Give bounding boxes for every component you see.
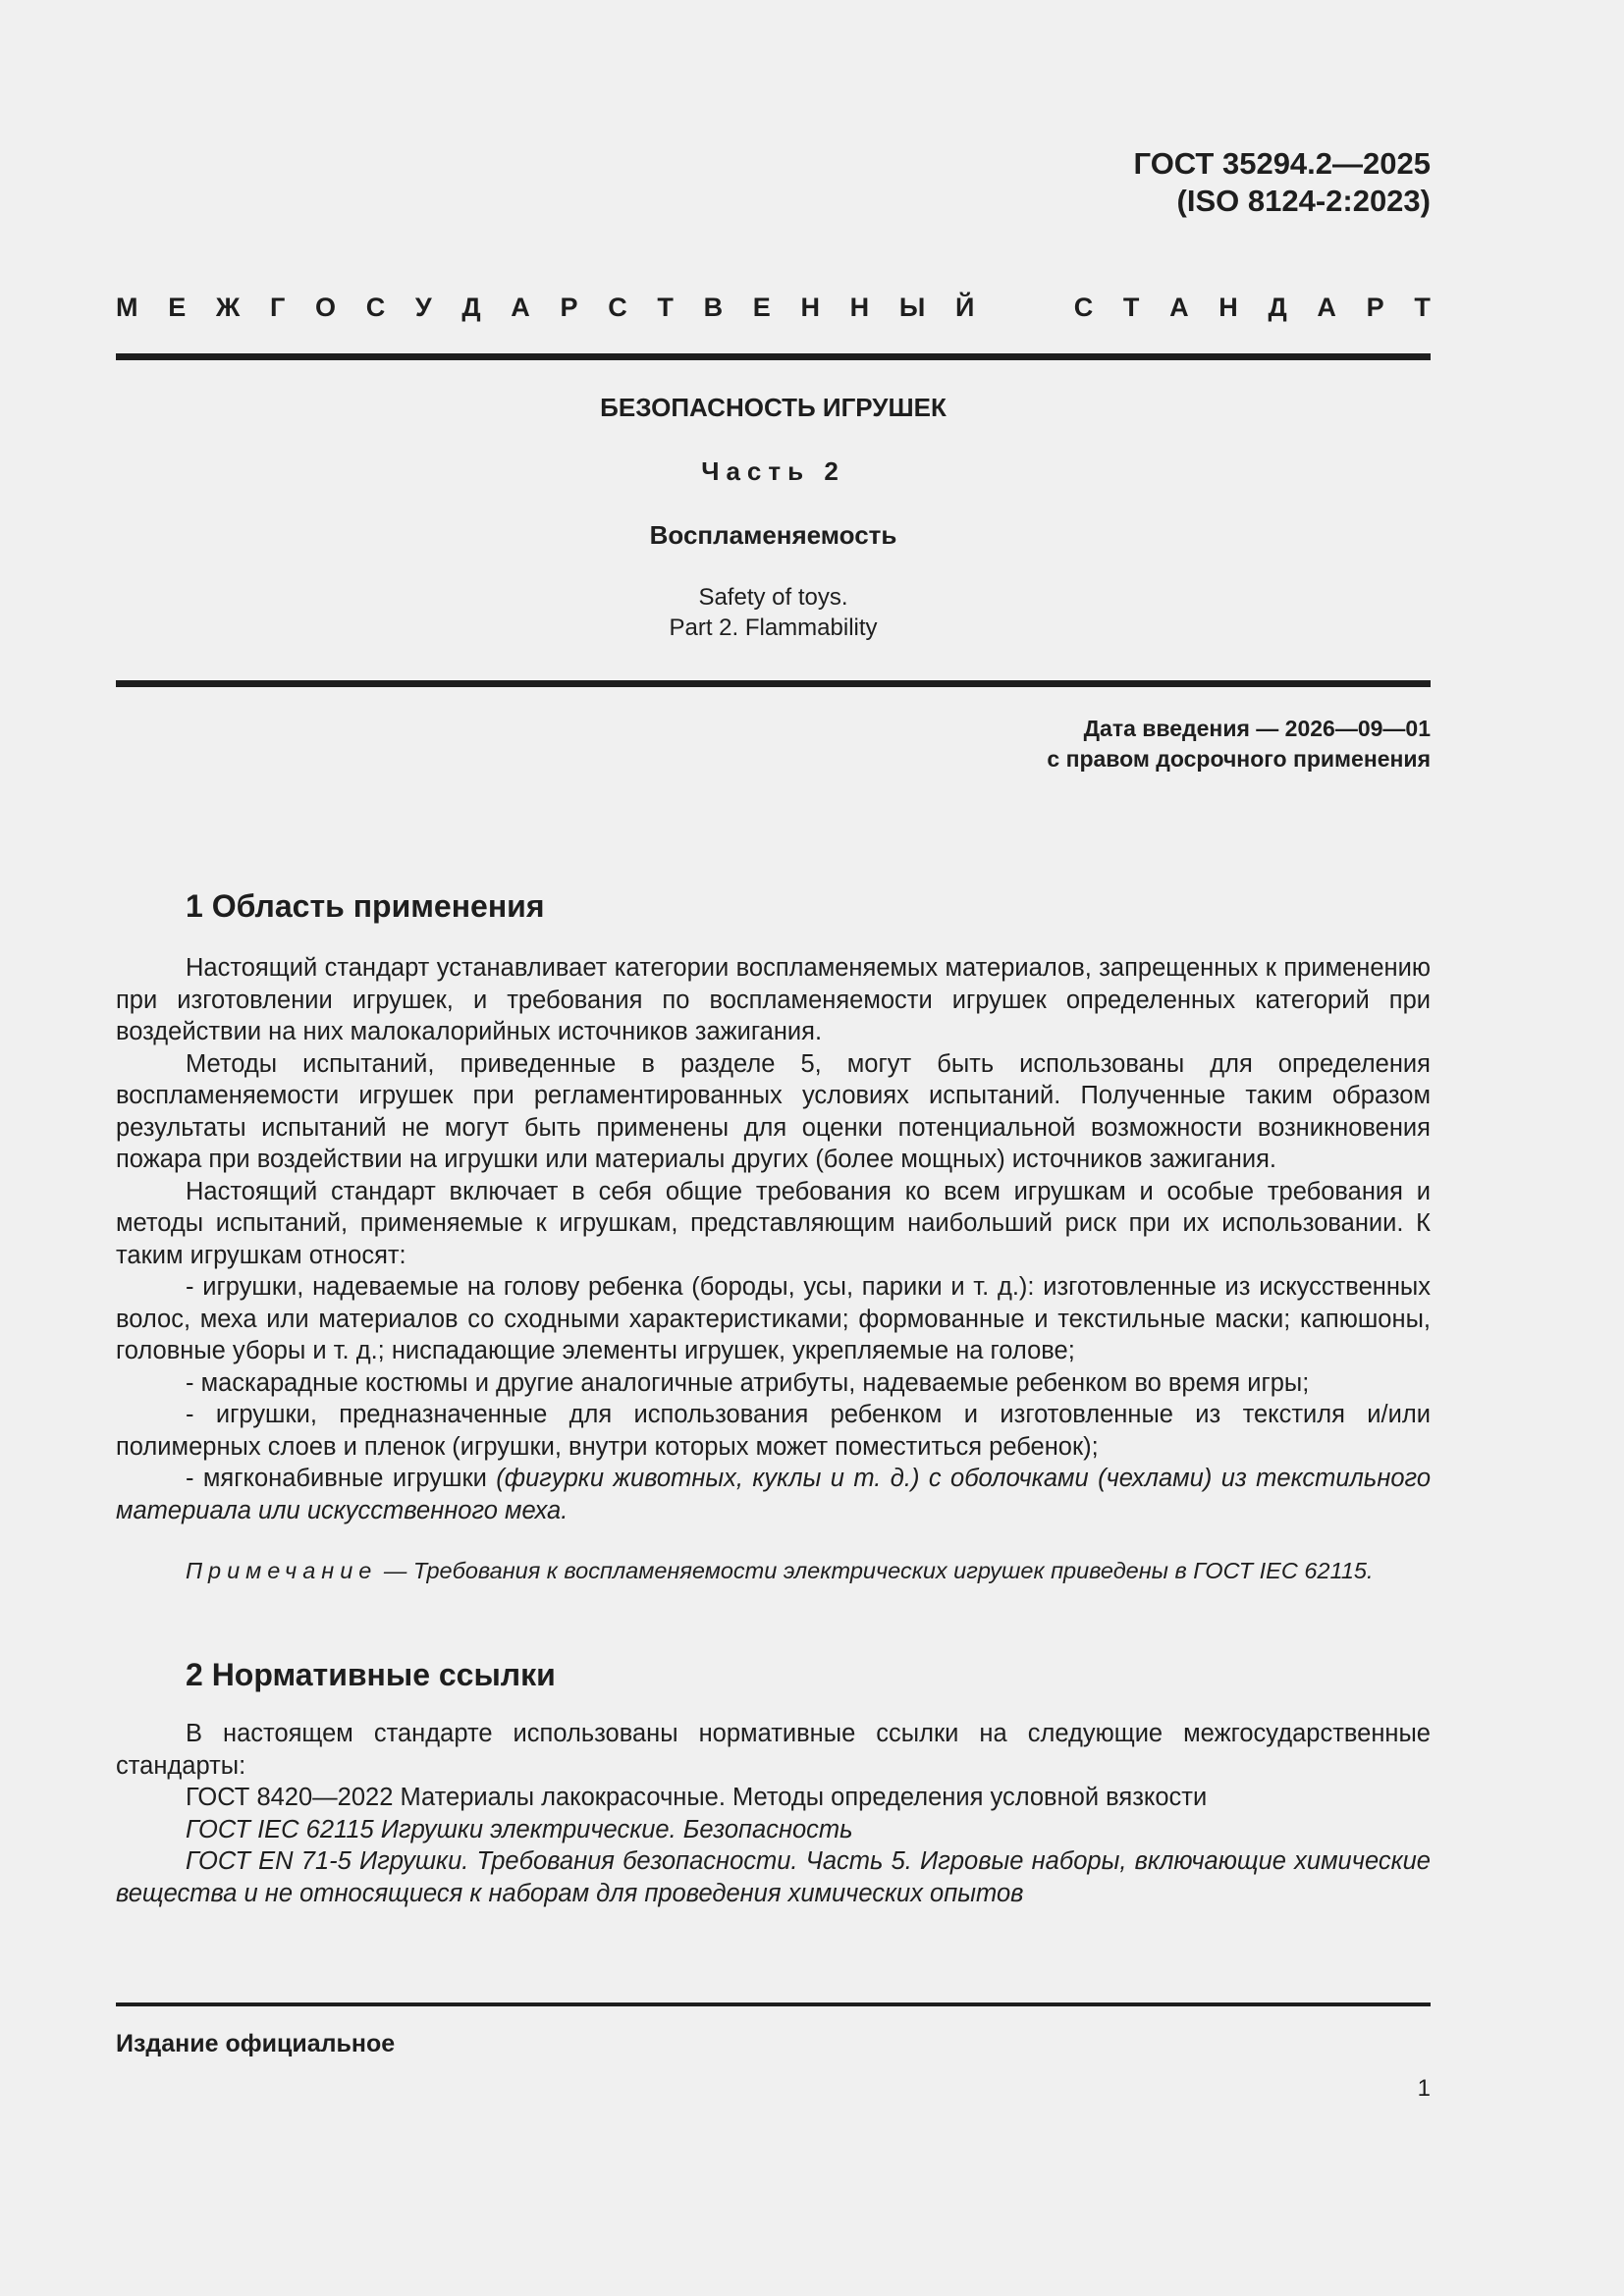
banner-letter: Р bbox=[560, 293, 578, 322]
section-2-body bbox=[116, 1718, 1431, 1909]
banner-letter: Т bbox=[1122, 293, 1140, 322]
banner-letter: А bbox=[1169, 293, 1189, 322]
section-1-body bbox=[116, 952, 1431, 1526]
standard-number bbox=[1134, 145, 1431, 220]
banner-letter: С bbox=[365, 293, 386, 322]
banner-letter: С bbox=[1073, 293, 1094, 322]
banner-letter: Г bbox=[269, 293, 286, 322]
standard-number-iso: (ISO 8124-2:2023) bbox=[1176, 184, 1431, 218]
section-1-heading: 1 Область применения bbox=[186, 888, 545, 924]
note bbox=[116, 1555, 1431, 1586]
document-subtitle: Воспламеняемость bbox=[649, 520, 897, 550]
list-item: - игрушки, предназначенные для использования ребенком и изготовленные из текстиля и/или полимерных слоев и пленок (игрушки, внутри которых может поместиться ребенок); bbox=[116, 1401, 1431, 1461]
reference-item: ГОСТ 8420—2022 Материалы лакокрасочные. Методы определения условной вязкости bbox=[186, 1784, 1208, 1811]
list-item: - маскарадные костюмы и другие аналогичные атрибуты, надеваемые ребенком во время игры; bbox=[186, 1368, 1310, 1397]
banner-letter: Д bbox=[1268, 293, 1287, 322]
list-item bbox=[116, 1463, 1431, 1526]
paragraph: Методы испытаний, приведенные в разделе 5, могут быть использованы для определения воспламеняемости игрушек при регламентированных условиях испытаний. Полученные таким образом результаты испытаний не могут быть применены для оценки потенциальной возможности возникновения пожара при воздействии на игрушки или материалы других (более мощных) источников зажигания. bbox=[116, 1049, 1431, 1173]
banner-letter: С bbox=[608, 293, 627, 322]
top-rule bbox=[116, 353, 1431, 360]
note-label: Примечание bbox=[186, 1558, 378, 1583]
banner-letter: Е bbox=[752, 293, 771, 322]
banner-letter: Д bbox=[461, 293, 481, 322]
list-item-plain: - мягконабивные игрушки bbox=[186, 1465, 497, 1492]
english-title bbox=[116, 582, 1431, 643]
interstate-standard-banner bbox=[116, 291, 1431, 324]
title-bottom-rule bbox=[116, 680, 1431, 687]
page-number: 1 bbox=[1417, 2075, 1431, 2102]
banner-letter: А bbox=[1317, 293, 1336, 322]
paragraph: В настоящем стандарте использованы нормативные ссылки на следующие межгосударственные стандарты: bbox=[116, 1720, 1431, 1780]
banner-letter: Н bbox=[849, 293, 870, 322]
banner-letter: Ы bbox=[898, 293, 926, 322]
reference-item: ГОСТ IEC 62115 Игрушки электрические. Безопасность bbox=[186, 1815, 853, 1843]
list-item: - игрушки, надеваемые на голову ребенка (бороды, усы, парики и т. д.): изготовленные из искусственных волос, меха или материалов со сходными характеристиками; формованные и текстильные маски; капюшоны, головные уборы и т. д.; ниспадающие элементы игрушек, укрепляемые на голове; bbox=[116, 1273, 1431, 1364]
banner-letter: Й bbox=[954, 293, 975, 322]
part-label: Часть 2 bbox=[701, 456, 845, 486]
introduction-date-line: Дата введения — 2026—09—01 bbox=[1083, 716, 1431, 741]
banner-gap bbox=[1004, 291, 1044, 324]
english-title-line2: Part 2. Flammability bbox=[669, 614, 878, 641]
document-title: БЕЗОПАСНОСТЬ ИГРУШЕК bbox=[600, 393, 947, 422]
standard-number-gost: ГОСТ 35294.2—2025 bbox=[1133, 146, 1431, 181]
official-edition-label: Издание официальное bbox=[116, 2030, 396, 2057]
banner-letter: А bbox=[511, 293, 530, 322]
banner-letter: Н bbox=[1218, 293, 1238, 322]
banner-letter: Т bbox=[657, 293, 674, 322]
banner-letter: Т bbox=[1414, 293, 1431, 322]
banner-letter: У bbox=[414, 293, 432, 322]
banner-letter: М bbox=[116, 293, 138, 322]
banner-letter: О bbox=[314, 293, 336, 322]
paragraph: Настоящий стандарт включает в себя общие требования ко всем игрушкам и особые требования и методы испытаний, применяемые к игрушкам, представляющим наибольший риск при их использовании. К таким игрушкам относят: bbox=[116, 1177, 1431, 1269]
banner-letter: Ж bbox=[215, 293, 241, 322]
banner-letter: Н bbox=[800, 293, 820, 322]
section-2-heading: 2 Нормативные ссылки bbox=[186, 1657, 556, 1692]
footer-rule bbox=[116, 2002, 1431, 2006]
introduction-date bbox=[1047, 714, 1431, 774]
list-item-italic: (фигурки животных, куклы и т. д.) с оболочками (чехлами) из текстильного материала или искусственного меха. bbox=[116, 1465, 1432, 1524]
banner-letter: Р bbox=[1366, 293, 1384, 322]
note-text: — Требования к воспламеняемости электрических игрушек приведены в ГОСТ IEC 62115. bbox=[377, 1558, 1374, 1583]
banner-letter: Е bbox=[168, 293, 187, 322]
banner-letter: В bbox=[703, 293, 724, 322]
english-title-line1: Safety of toys. bbox=[698, 584, 848, 611]
paragraph: Настоящий стандарт устанавливает категории воспламеняемых материалов, запрещенных к применению при изготовлении игрушек, и требования по воспламеняемости игрушек определенных категорий при воздействии на них малокалорийных источников зажигания. bbox=[116, 954, 1431, 1045]
reference-item: ГОСТ EN 71-5 Игрушки. Требования безопасности. Часть 5. Игровые наборы, включающие химические вещества и не относящиеся к наборам для проведения химических опытов bbox=[116, 1847, 1431, 1907]
early-application-line: с правом досрочного применения bbox=[1047, 746, 1431, 772]
